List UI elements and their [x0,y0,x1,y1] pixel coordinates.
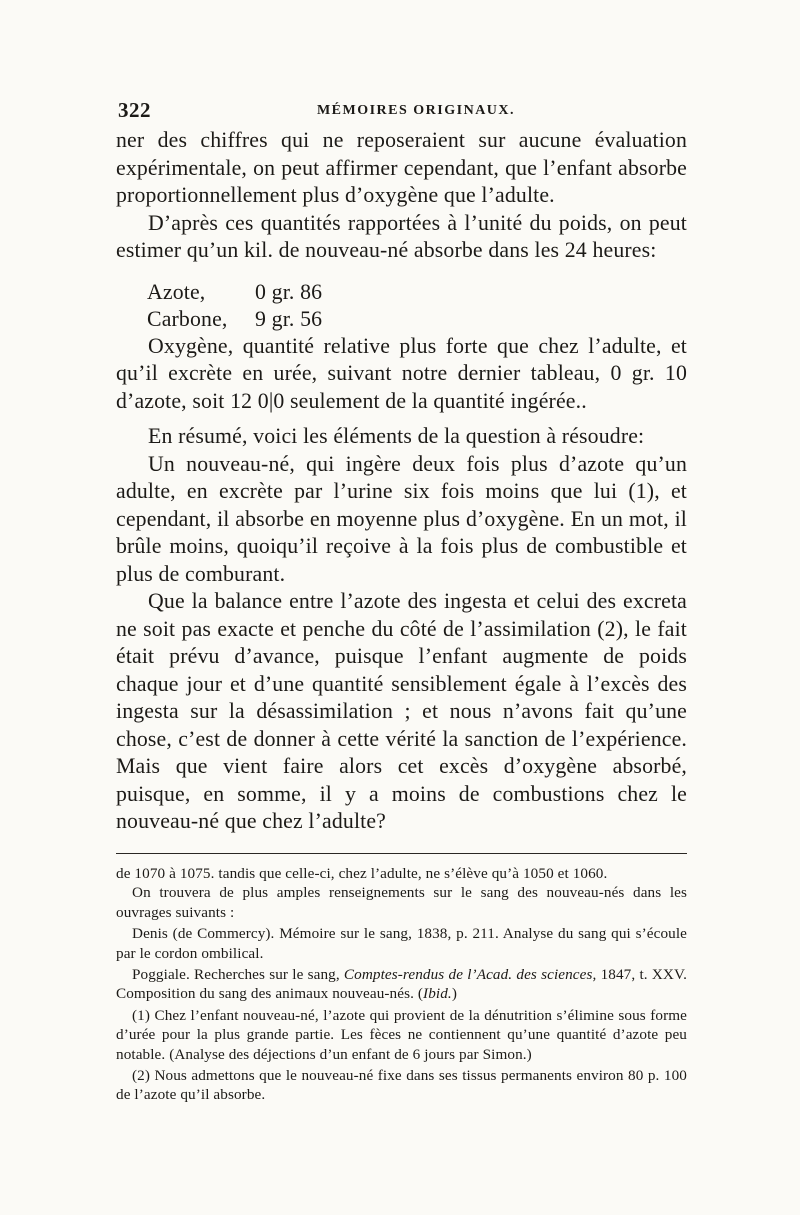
paragraph-continuation: ner des chiffres qui ne reposeraient sur aucune évaluation expérimentale, on peut affirmer cependant, que l’enfant absorbe proportionnellement plus d’oxygène que l’adulte. [116,128,687,207]
footnote-rule [116,853,687,854]
footnote-reference-denis: Denis (de Commercy). Mémoire sur le sang, 1838, p. 211. Analyse du sang qui s’écoule par le cordon ombilical. [116,925,687,962]
figure-value: 9 gr. 56 [255,306,323,331]
footnote-reference-poggiale [116,965,687,1004]
footnote-continuation: de 1070 à 1075. tandis que celle-ci, chez l’adulte, ne s’élève qu’à 1050 et 1060. [116,865,608,882]
page-header [118,98,684,128]
footnote-2: (2) Nous admettons que le nouveau-né fixe dans ses tissus permanents environ 80 p. 100 de l’azote qu’il absorbe. [116,1067,687,1104]
ibid-citation: Ibid. [423,985,452,1003]
paragraph-quantities-intro: D’après ces quantités rapportées à l’unité du poids, on peut estimer qu’un kil. de nouveau-né absorbe dans les 24 heures: [116,210,687,262]
figure-label: Azote, [147,279,206,304]
paragraph-newborn: Un nouveau-né, qui ingère deux fois plus d’azote qu’un adulte, en excrète par l’urine six fois moins que lui (1), et cependant, il absorbe en moyenne plus d’oxygène. En un mot, il brûle moins, quoiqu’il reçoive à la fois plus de combustible et plus de comburant. [116,451,687,586]
footnote-references-intro: On trouvera de plus amples renseignements sur le sang des nouveau-nés dans les ouvrages suivants : [116,884,687,921]
running-title: MÉMOIRES ORIGINAUX. [316,103,516,118]
main-text [116,127,687,836]
reference-text: ) [451,985,457,1003]
figure-row-carbone [116,306,687,333]
page-number: 322 [118,98,151,122]
figure-label: Carbone, [147,306,228,331]
paragraph-balance: Que la balance entre l’azote des ingesta et celui des excreta ne soit pas exacte et penche du côté de l’assimilation (2), le fait était prévu d’avance, puisque l’enfant augmente de poids chaque jour et d’une quantité sensiblement égale à l’excès des ingesta sur la désassimilation ; et nous n’avons fait qu’une chose, c’est de donner à cette vérité la sanction de l’expérience. Mais que vient faire alors cet excès d’oxygène absorbé, puisque, en somme, il y a moins de combustions chez le nouveau-né que chez l’adulte? [116,589,687,833]
figure-row-azote [116,279,687,306]
absorption-figures [116,279,687,333]
footnotes [116,864,687,1105]
paragraph-oxygen: Oxygène, quantité relative plus forte que chez l’adulte, et qu’il excrète en urée, suivant notre dernier tableau, 0 gr. 10 d’azote, soit 12 0|0 seulement de la quantité ingérée.. [116,333,687,413]
journal-title: Comptes-rendus de l’Acad. des sciences, [343,966,597,984]
figure-value: 0 gr. 86 [255,279,323,304]
footnote-1: (1) Chez l’enfant nouveau-né, l’azote qui provient de la dénutrition s’élimine sous forme d’urée pour la plus grande partie. Les fèces ne contiennent qu’une quantité d’azote peu notable. (Analyse des déjections d’un enfant de 6 jours par Simon.) [116,1006,687,1063]
reference-text: Poggiale. Recherches sur le sang, [132,966,344,984]
reference-text: 1847, t. XXV. Composition du sang des animaux nouveau-nés. ( [116,966,687,1003]
paragraph-summary-intro: En résumé, voici les éléments de la question à résoudre: [148,424,645,448]
